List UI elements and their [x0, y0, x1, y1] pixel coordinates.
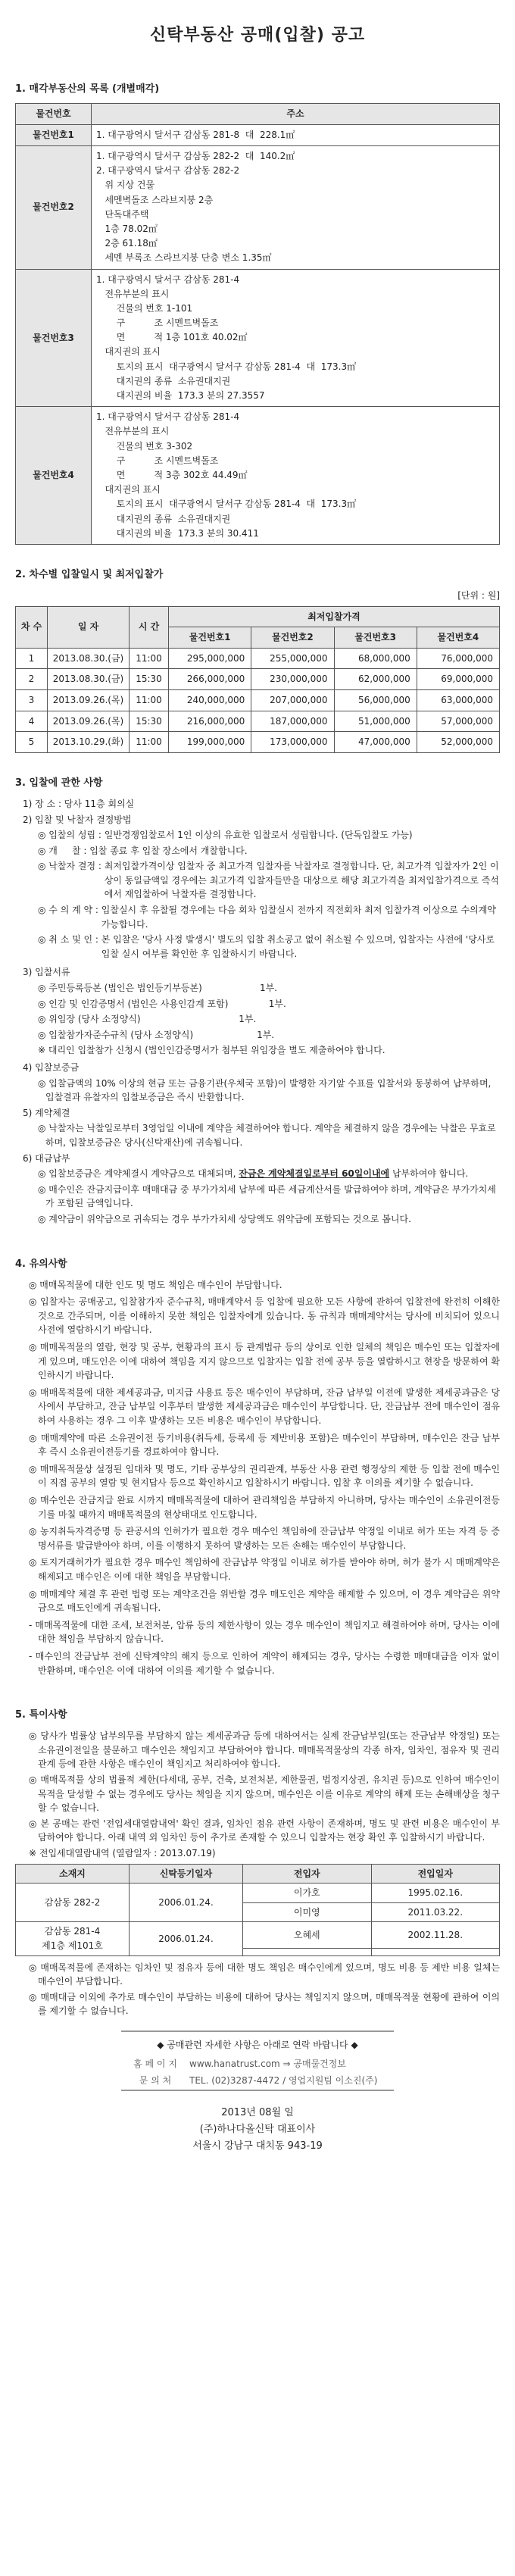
address-line: 세멘벽돌조 스라브지붕 2층	[96, 194, 214, 205]
date-cell: 2013.08.30.(금)	[48, 648, 130, 669]
table-row	[16, 669, 500, 690]
docs-heading: 3) 입찰서류	[23, 967, 70, 978]
rule-opening: ◎ 개 찰 : 입찰 종료 후 입찰 장소에서 개찰합니다.	[38, 845, 248, 856]
section2-title: 2. 차수별 입찰일시 및 최저입찰가	[15, 568, 164, 580]
item-address	[92, 269, 500, 407]
col-header-trust-date: 신탁등기일자	[130, 1864, 243, 1884]
item-address	[92, 124, 500, 145]
col-header-resident: 전입자	[243, 1864, 372, 1884]
footer-company: (주)하나다올신탁 대표이사	[199, 2123, 316, 2135]
trust-date-cell: 2006.01.24.	[130, 1922, 243, 1955]
col-header-round: 차 수	[16, 606, 48, 648]
round-cell: 3	[16, 690, 48, 711]
price-cell: 76,000,000	[417, 648, 499, 669]
property-list-body	[16, 124, 500, 544]
location-cell: 감삼동 282-2	[16, 1884, 130, 1922]
doc-item: ◎ 주민등록등본 (법인은 법인등기부등본) 1부.	[38, 983, 278, 994]
round-cell: 1	[16, 648, 48, 669]
resident-table-body	[16, 1884, 500, 1955]
property-list-table	[15, 103, 500, 545]
footer-address: 서울시 강남구 대치동 943-19	[192, 2140, 323, 2152]
address-line: 1. 대구광역시 달서구 감삼동 282-2 대 140.2㎡	[96, 151, 295, 162]
move-in-cell: 2002.11.28.	[371, 1922, 500, 1949]
method-heading: 2) 입찰 및 낙찰자 결정방법	[23, 814, 132, 825]
caution-item: - 매수인의 잔금납부 전에 신탁계약의 해지 등으로 인하여 계약이 해제되는 경우, 당사는 수령한 매매대금을 이자 없이 반환하며, 매수인은 이에 대하여 이의를 제기할 수 없습니다.	[29, 1650, 500, 1676]
rule-winner: ◎ 낙찰자 결정 : 최저입찰가격이상 입찰자 중 최고가격 입찰자를 낙찰자로 결정합니다. 단, 최고가격 입찰자가 2인 이상이 동일금액일 경우에는 최고가격 입찰자들만을 대상으로 해당 최고가격을 최저입찰가격으로 즉석에서 재입찰하여 낙찰자를 결정합니다.	[38, 861, 499, 900]
date-cell: 2013.09.26.(목)	[48, 690, 130, 711]
footer	[15, 2105, 500, 2155]
address-line: 전유부분의 표시	[96, 426, 170, 437]
payment-text-2: ◎ 매수인은 잔금지급이후 매매대금 중 부가가치세 납부에 따른 세금계산서를 발급하여야 하며, 계약금은 부가가치세가 포함된 금액입니다.	[38, 1183, 496, 1209]
resident-cell: 오혜세	[243, 1922, 372, 1949]
page-title: 신탁부동산 공매(입찰) 공고	[149, 26, 366, 45]
price-cell: 62,000,000	[334, 669, 417, 690]
time-cell: 11:00	[130, 690, 169, 711]
special-note-item: ◎ 매매대금 이외에 추가로 매수인이 부담하는 비용에 대하여 당사는 책임지지 않으며, 매매목적물 현황에 관하여 이의를 제기할 수 없습니다.	[29, 1991, 500, 2017]
move-in-cell: 2011.03.22.	[371, 1902, 500, 1922]
unit-label: [단위 : 원]	[457, 590, 500, 602]
contact-title: ◆ 공매관련 자세한 사항은 아래로 연락 바랍니다 ◆	[157, 2039, 358, 2050]
date-cell: 2013.10.29.(화)	[48, 732, 130, 753]
price-cell: 68,000,000	[334, 648, 417, 669]
address-line: 대지권의 종류 소유권대지권	[96, 375, 231, 386]
caution-item: ◎ 매매목적물에 대한 제세공과금, 미지급 사용료 등은 매수인이 부담하며, 잔금 납부일 이전에 발생한 제세공과금은 당사에서 부담하고, 잔금 납부일 이후부터 발생한 제세공과금은 매수인이 부담합니다. 단, 잔금납부 전에 매수인이 점유하여 사용하는 경우 그 이후 발생하는 모든 비용은 매수인이 부담합니다.	[29, 1386, 500, 1427]
doc-item: ◎ 인감 및 인감증명서 (법인은 사용인감계 포함) 1부.	[38, 998, 286, 1009]
special-note-item: ◎ 당사가 법률상 납부의무를 부담하지 않는 제세공과금 등에 대하여서는 실제 잔금납부일(또는 잔금납부 약정일) 또는 소유권이전일을 불문하고 매수인은 책임지고 부담하여야 합니다. 매매목적물상의 각종 하자, 임차인, 점유자 및 권리관계 등에 관한 사항은 매수인이 책임지고 처리하여야 합니다.	[29, 1730, 500, 1770]
col-header-item-no: 물건번호	[16, 104, 92, 125]
address-line: 위 지상 건물	[96, 180, 155, 191]
table-row	[16, 1922, 500, 1949]
special-note-item: ※ 전입세대열람내역 (열람일자 : 2013.07.19)	[29, 1848, 216, 1859]
col-header-move-in-date: 전입일자	[371, 1864, 500, 1884]
price-cell: 52,000,000	[417, 732, 499, 753]
section5-title: 5. 특이사항	[15, 1709, 67, 1721]
col-header-address: 주소	[92, 104, 500, 125]
address-line: 대지권의 표시	[96, 484, 161, 496]
col-header-item1: 물건번호1	[169, 627, 251, 649]
payment-text-3: ◎ 계약금이 위약금으로 귀속되는 경우 부가가치세 상당액도 위약금에 포함되는 것으로 봅니다.	[38, 1213, 411, 1224]
contact-box	[121, 2030, 394, 2091]
price-cell: 56,000,000	[334, 690, 417, 711]
col-header-time: 시 간	[130, 606, 169, 648]
price-cell: 51,000,000	[334, 711, 417, 732]
col-header-item4: 물건번호4	[417, 627, 499, 649]
date-cell: 2013.09.26.(목)	[48, 711, 130, 732]
resident-table	[15, 1864, 500, 1956]
deposit-text: ◎ 입찰금액의 10% 이상의 현금 또는 금융기관(우체국 포함)이 발행한 자기앞 수표를 입찰서와 동봉하여 납부하며, 입찰결과 유찰자의 입찰보증금은 즉시 반환합니다.	[38, 1077, 492, 1103]
deposit-heading: 4) 입찰보증금	[23, 1062, 80, 1074]
move-in-cell	[371, 1949, 500, 1956]
address-line: 2층 61.18㎡	[96, 238, 158, 249]
col-header-date: 일 자	[48, 606, 130, 648]
time-cell: 15:30	[130, 669, 169, 690]
item-address	[92, 146, 500, 270]
section3-title: 3. 입찰에 관한 사항	[15, 777, 103, 789]
address-line: 구 조 시멘트벽돌조	[96, 455, 219, 466]
doc-item: ◎ 위임장 (당사 소정양식) 1부.	[38, 1014, 257, 1025]
address-line: 건물의 번호 1-101	[96, 302, 193, 314]
address-line: 대지권의 비율 173.3 분의 30.411	[96, 527, 259, 539]
address-line: 면 적 3층 302호 44.49㎡	[96, 469, 248, 480]
section4-title: 4. 유의사항	[15, 1258, 67, 1270]
special-note-item: ◎ 매매목적물에 존재하는 임차인 및 점유자 등에 대한 명도 책임은 매수인에게 있으며, 명도 비용 등 제반 비용 일체는 매수인이 부담합니다.	[29, 1962, 500, 1987]
rule-bid-formation: ◎ 입찰의 성립 : 일반경쟁입찰로서 1인 이상의 유효한 입찰로서 성립합니다. (단독입찰도 가능)	[38, 830, 413, 841]
round-cell: 4	[16, 711, 48, 732]
payment-text-1: ◎ 입찰보증금은 계약체결시 계약금으로 대체되며, 잔금은 계약체결일로부터 60일이내에 납부하여야 합니다.	[38, 1168, 469, 1180]
doc-item: ◎ 입찰참가자준수규칙 (당사 소정양식) 1부.	[38, 1029, 275, 1040]
move-in-cell: 1995.02.16.	[371, 1884, 500, 1903]
address-line: 1. 대구광역시 달서구 감삼동 281-4	[96, 274, 240, 285]
address-line: 토지의 표시 대구광역시 달서구 감삼동 281-4 대 173.3㎡	[96, 361, 357, 372]
section3	[15, 776, 500, 1227]
rule-cancel: ◎ 취 소 및 인 : 본 입찰은 '당사 사정 발생시' 별도의 입찰 취소공고 없이 취소될 수 있으며, 입찰자는 사전에 '당사로 입찰 실시 여부를 확인한 후 입찰하시기 바랍니다.	[38, 934, 495, 959]
table-row	[16, 711, 500, 732]
date-cell: 2013.08.30.(금)	[48, 669, 130, 690]
address-line: 구 조 시멘트벽돌조	[96, 317, 219, 329]
col-header-min-price: 최저입찰가격	[169, 606, 500, 627]
address-line: 대지권의 표시	[96, 346, 161, 358]
section4	[15, 1257, 500, 1678]
resident-cell: 이가호	[243, 1884, 372, 1903]
homepage-link[interactable]: www.hanatrust.com ⇒ 공매물건정보	[189, 2058, 346, 2069]
col-header-item3: 물건번호3	[334, 627, 417, 649]
bid-schedule-table	[15, 606, 500, 753]
price-cell: 57,000,000	[417, 711, 499, 732]
table-row	[16, 732, 500, 753]
address-line: 2. 대구광역시 달서구 감삼동 282-2	[96, 165, 240, 177]
footer-date: 2013년 08월 일	[221, 2106, 294, 2118]
trust-date-cell: 2006.01.24.	[130, 1884, 243, 1922]
round-cell: 2	[16, 669, 48, 690]
caution-item: ◎ 매매목적물상 설정된 임대차 및 명도, 기타 공부상의 권리관계, 부동산 사용 관련 행정상의 제한 등 입찰 전에 매수인이 직접 공부의 열람 및 현지답사 등으로 확인하시고 입찰하시기 바랍니다. 입찰 후 이의를 제기할 수 없습니다.	[29, 1463, 500, 1489]
time-cell: 15:30	[130, 711, 169, 732]
col-header-item2: 물건번호2	[251, 627, 334, 649]
section2	[15, 567, 500, 753]
bid-schedule-body	[16, 648, 500, 752]
special-notes-list	[15, 1729, 500, 1860]
caution-item: ◎ 입찰자는 공매공고, 입찰참가자 준수규칙, 매매계약서 등 입찰에 필요한 모든 사항에 관하여 입찰전에 완전히 이해한 것으로 간주되며, 이를 이해하지 못한 책임은 입찰자에게 있습니다. 동 규칙과 매매계약서는 당사에 비치되어 있으니 사전에 열람하시기 바랍니다.	[29, 1296, 500, 1336]
price-cell: 63,000,000	[417, 690, 499, 711]
address-line: 대지권의 비율 173.3 분의 27.3557	[96, 390, 265, 402]
location-cell: 감삼동 281-4 제1층 제101호	[16, 1922, 130, 1955]
contact-homepage: 홈 페 이 지 www.hanatrust.com ⇒ 공매물건정보	[121, 2055, 394, 2073]
price-cell: 69,000,000	[417, 669, 499, 690]
contact-phone: 문 의 처 TEL. (02)3287-4472 / 영업지원팀 이소진(주)	[139, 2075, 378, 2087]
price-cell: 47,000,000	[334, 732, 417, 753]
col-header-location: 소재지	[16, 1864, 130, 1884]
price-cell: 187,000,000	[251, 711, 334, 732]
price-cell: 240,000,000	[169, 690, 251, 711]
address-line: 건물의 번호 3-302	[96, 440, 193, 452]
item-number: 물건번호1	[16, 124, 92, 145]
special-note-item: ◎ 매매목적물 상의 법률적 제한(다세대, 공부, 건축, 보전처분, 제한물권, 법정지상권, 유치권 등)으로 인하여 매수인이 목적을 달성할 수 없는 경우에도 당사는 책임을 지지 않으며, 매수인은 이를 이유로 계약의 해제 또는 손해배상을 청구할 수 없습니다.	[29, 1774, 500, 1814]
caution-item: ◎ 농지취득자격증명 등 관공서의 인허가가 필요한 경우 매수인 책임하에 잔금납부 약정일 이내로 허가 또는 자격 등 증명서류를 발급받아야 하며, 이를 이행하지 못하여 발생하는 모든 손해는 매수인이 부담합니다.	[29, 1526, 500, 1551]
doc-item: ※ 대리인 입찰참가 신청시 (법인인감증명서가 첨부된 위임장을 별도 제출하여야 합니다.	[38, 1045, 385, 1056]
resident-cell: 이미영	[243, 1902, 372, 1922]
table-row	[16, 124, 500, 145]
price-cell: 173,000,000	[251, 732, 334, 753]
caution-item: ◎ 토지거래허가가 필요한 경우 매수인 책임하에 잔금납부 약정일 이내로 허가를 받아야 하며, 허가 불가 시 매매계약은 해제되고 매수인은 이에 대한 책임을 부담합니다.	[29, 1557, 500, 1582]
table-row	[16, 690, 500, 711]
rule-private-contract: ◎ 수 의 계 약 : 입찰실시 후 유찰될 경우에는 다음 회차 입찰실시 전까지 직전회차 최저 입찰가격 이상으로 수의계약 가능합니다.	[38, 905, 496, 930]
notice-page	[15, 0, 500, 2155]
caution-item: ◎ 매매계약에 따른 소유권이전 등기비용(취득세, 등록세 등 제반비용 포함)은 매수인이 부담하며, 매수인은 잔금 납부 후 즉시 소유권이전등기를 경료하여야 합니다.	[29, 1432, 500, 1458]
item-number: 물건번호3	[16, 269, 92, 407]
address-line: 1. 대구광역시 달서구 감삼동 281-4	[96, 411, 240, 423]
table-row	[16, 648, 500, 669]
price-cell: 230,000,000	[251, 669, 334, 690]
table-row	[16, 146, 500, 270]
caution-item: ◎ 매매목적물의 열람, 현장 및 공부, 현황과의 표시 등 관계법규 등의 상이로 인한 일체의 책임은 매수인 또는 입찰자에게 있으며, 매도인은 이에 대하여 책임을 지지 않으므로 입찰자는 입찰 전에 공부 등을 열람하시고 현장을 방문하여 확인하시기 바랍니다.	[29, 1342, 500, 1381]
payment-heading: 6) 대금납부	[23, 1152, 70, 1164]
contract-text: ◎ 낙찰자는 낙찰일로부터 3영업일 이내에 계약을 체결하여야 합니다. 계약을 체결하지 않을 경우에는 낙찰은 무효로 하며, 입찰보증금은 당사(신탁재산)에 귀속됩니다.	[38, 1123, 496, 1148]
item-number: 물건번호4	[16, 407, 92, 545]
address-line: 전유부분의 표시	[96, 288, 170, 299]
time-cell: 11:00	[130, 648, 169, 669]
table-row	[16, 269, 500, 407]
item-address	[92, 407, 500, 545]
price-cell: 207,000,000	[251, 690, 334, 711]
address-line: 대지권의 종류 소유권대지권	[96, 513, 231, 524]
section5	[15, 1708, 500, 2018]
table-row	[16, 1884, 500, 1903]
item-number: 물건번호2	[16, 146, 92, 270]
caution-item: ◎ 매수인은 잔금지급 완료 시까지 매매목적물에 대하여 관리책임을 부담하지 아니하며, 당사는 매수인이 소유권이전등기를 마칠 때까지 매매목적물의 현상태대로 인도합니다.	[29, 1495, 500, 1520]
address-line: 단독대주택	[96, 208, 149, 220]
price-cell: 295,000,000	[169, 648, 251, 669]
price-cell: 199,000,000	[169, 732, 251, 753]
round-cell: 5	[16, 732, 48, 753]
resident-cell	[243, 1949, 372, 1956]
table-row	[16, 407, 500, 545]
price-cell: 216,000,000	[169, 711, 251, 732]
caution-item: ◎ 매매계약 체결 후 관련 법령 또는 계약조건을 위반할 경우 매도인은 계약을 해제할 수 있으며, 이 경우 계약금은 위약금으로 매도인에게 귀속됩니다.	[29, 1588, 500, 1614]
cautions-list	[15, 1278, 500, 1677]
address-line: 1층 78.02㎡	[96, 223, 158, 234]
special-note-item: ◎ 본 공매는 관련 '전입세대열람내역' 확인 결과, 임차인 점유 관련 사항이 존재하며, 명도 및 관련 비용은 매수인이 부담하여야 합니다. 아래 내역 외 임차인 등이 추가로 존재할 수 있으니 입찰자는 현장 확인 후 입찰하시기 바랍니다.	[29, 1818, 500, 1843]
contract-heading: 5) 계약체결	[23, 1107, 70, 1118]
place-line: 1) 장 소 : 당사 11층 회의실	[23, 798, 135, 809]
address-line: 세멘 부록조 스라브지붕 단층 변소 1.35㎡	[96, 252, 272, 264]
address-line: 면 적 1층 101호 40.02㎡	[96, 332, 248, 343]
section1-title: 1. 매각부동산의 목록 (개별매각)	[15, 83, 160, 95]
caution-item: - 매매목적물에 대한 조세, 보전처분, 압류 등의 제한사항이 있는 경우 매수인이 책임지고 해결하여야 하며, 당사는 이에 대한 책임을 부담하지 않습니다.	[29, 1619, 500, 1645]
caution-item: ◎ 매매목적물에 대한 인도 및 명도 책임은 매수인이 부담합니다.	[29, 1279, 282, 1290]
docs-list	[15, 981, 500, 1058]
time-cell: 11:00	[130, 732, 169, 753]
special-notes-after	[15, 1961, 500, 2018]
price-cell: 266,000,000	[169, 669, 251, 690]
price-cell: 255,000,000	[251, 648, 334, 669]
address-line: 토지의 표시 대구광역시 달서구 감삼동 281-4 대 173.3㎡	[96, 499, 357, 510]
address-line: 1. 대구광역시 달서구 감삼동 281-8 대 228.1㎡	[96, 129, 295, 140]
